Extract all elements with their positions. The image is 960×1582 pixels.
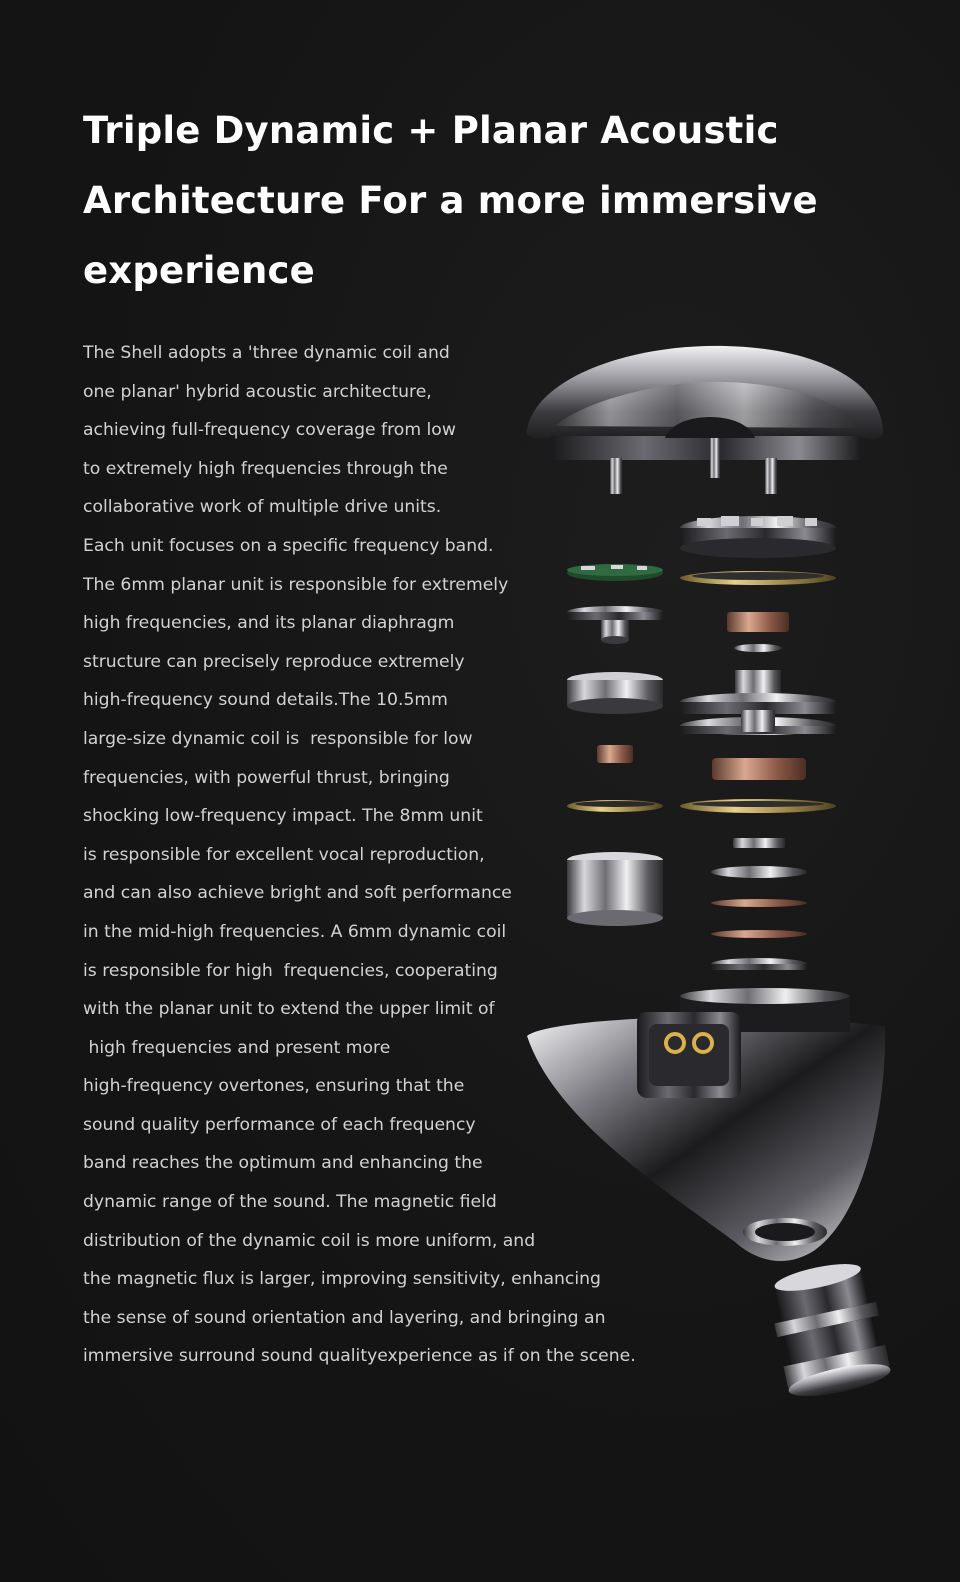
spacer-ring-part bbox=[734, 644, 782, 652]
description-line: band reaches the optimum and enhancing the bbox=[83, 1153, 483, 1174]
description-line: the magnetic flux is larger, improving sensitivity, enhancing bbox=[83, 1269, 601, 1290]
description-line: and can also achieve bright and soft performance bbox=[83, 883, 512, 904]
small-coil-part bbox=[597, 745, 633, 763]
description-line: with the planar unit to extend the upper limit of bbox=[83, 999, 495, 1020]
description-line: high-frequency sound details.The 10.5mm bbox=[83, 690, 448, 711]
feature-heading bbox=[83, 96, 818, 306]
diaphragm-large-part bbox=[680, 571, 836, 585]
crossover-board-part bbox=[680, 516, 836, 558]
description-line: is responsible for excellent vocal reproduction, bbox=[83, 844, 485, 865]
description-line: shocking low-frequency impact. The 8mm unit bbox=[83, 806, 483, 827]
description-line: large-size dynamic coil is responsible for low bbox=[83, 728, 473, 749]
description-line: The Shell adopts a 'three dynamic coil and bbox=[83, 343, 450, 363]
magnet-assembly-part bbox=[680, 670, 836, 735]
description-line: to extremely high frequencies through the bbox=[83, 458, 448, 479]
faceplate-part bbox=[527, 346, 883, 494]
description-line: Each unit focuses on a specific frequency band. bbox=[83, 535, 494, 556]
gold-diaphragm-part bbox=[680, 799, 836, 813]
description-line: The 6mm planar unit is responsible for extremely bbox=[83, 574, 509, 595]
description-line: sound quality performance of each frequency bbox=[83, 1114, 476, 1135]
sound-nozzle-part bbox=[765, 1257, 893, 1403]
description-line: one planar' hybrid acoustic architecture, bbox=[83, 381, 432, 402]
diaphragm-small-part bbox=[567, 800, 663, 812]
planar-unit-part bbox=[567, 564, 663, 581]
description-line: the sense of sound orientation and layering, and bringing an bbox=[83, 1307, 606, 1328]
heading-line-2: Architecture For a more immersive bbox=[83, 179, 818, 222]
description-line: frequencies, with powerful thrust, bringing bbox=[83, 767, 450, 788]
description-line: achieving full-frequency coverage from low bbox=[83, 420, 456, 441]
small-magnet-part bbox=[567, 606, 663, 644]
driver-8mm-cup-part bbox=[567, 852, 663, 926]
small-spacer-part bbox=[733, 838, 785, 848]
description-line: high frequencies, and its planar diaphragm bbox=[83, 613, 455, 634]
description-line: is responsible for high frequencies, cooperating bbox=[83, 960, 498, 981]
description-line: distribution of the dynamic coil is more uniform, and bbox=[83, 1230, 536, 1251]
description-line: structure can precisely reproduce extremely bbox=[83, 651, 465, 672]
description-line: immersive surround sound qualityexperience as if on the scene. bbox=[83, 1346, 636, 1367]
description-line: high-frequency overtones, ensuring that the bbox=[83, 1076, 465, 1097]
description-line: dynamic range of the sound. The magnetic field bbox=[83, 1192, 497, 1213]
earphone-shell-part bbox=[527, 988, 885, 1261]
description-line: collaborative work of multiple drive units. bbox=[83, 497, 442, 518]
washer-stack-part bbox=[711, 866, 807, 970]
description-line: high frequencies and present more bbox=[83, 1037, 391, 1058]
exploded-earphone-illustration bbox=[515, 330, 905, 1430]
heading-line-3: experience bbox=[83, 249, 315, 292]
description-line: in the mid-high frequencies. A 6mm dynamic coil bbox=[83, 921, 507, 942]
voice-coil-part bbox=[727, 612, 789, 632]
copper-ring-part bbox=[712, 758, 806, 780]
heading-line-1: Triple Dynamic + Planar Acoustic bbox=[83, 109, 779, 152]
dynamic-driver-6mm-part bbox=[567, 672, 663, 714]
